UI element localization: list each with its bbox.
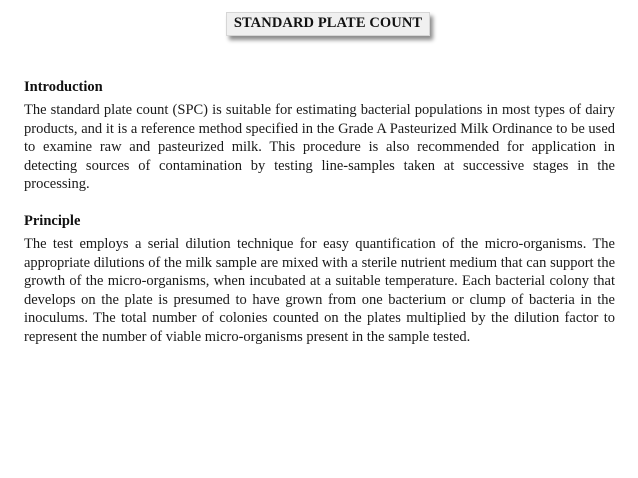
principle-section <box>24 212 615 347</box>
page-title: STANDARD PLATE COUNT <box>226 12 430 36</box>
introduction-section <box>24 78 615 194</box>
introduction-heading: Introduction <box>24 79 103 95</box>
principle-heading: Principle <box>24 212 81 229</box>
section-spacer <box>24 194 615 212</box>
introduction-paragraph: The standard plate count (SPC) is suitable for estimating bacterial populations in most types of dairy products, and it is a reference method specified in the Grade A Pasteurized Milk Ordinance to be used to examine raw and pasteurized milk. This procedure is also recommended for application in detecting sources of contamination by testing line-samples taken at successive stages in the processing. <box>24 102 615 193</box>
title-container <box>0 12 638 36</box>
principle-paragraph: The test employs a serial dilution technique for easy quantification of the micro-organisms. The appropriate dilutions of the milk sample are mixed with a sterile nutrient medium that can support the growth of the micro-organisms, when incubated at a suitable temperature. Each bacterial colony that develops on the plate is presumed to have grown from one bacterium or clump of bacteria in the inoculums. The total number of colonies counted on the plates multiplied by the dilution factor to represent the number of viable micro-organisms present in the sample tested. <box>24 235 615 345</box>
document-body <box>24 78 615 347</box>
